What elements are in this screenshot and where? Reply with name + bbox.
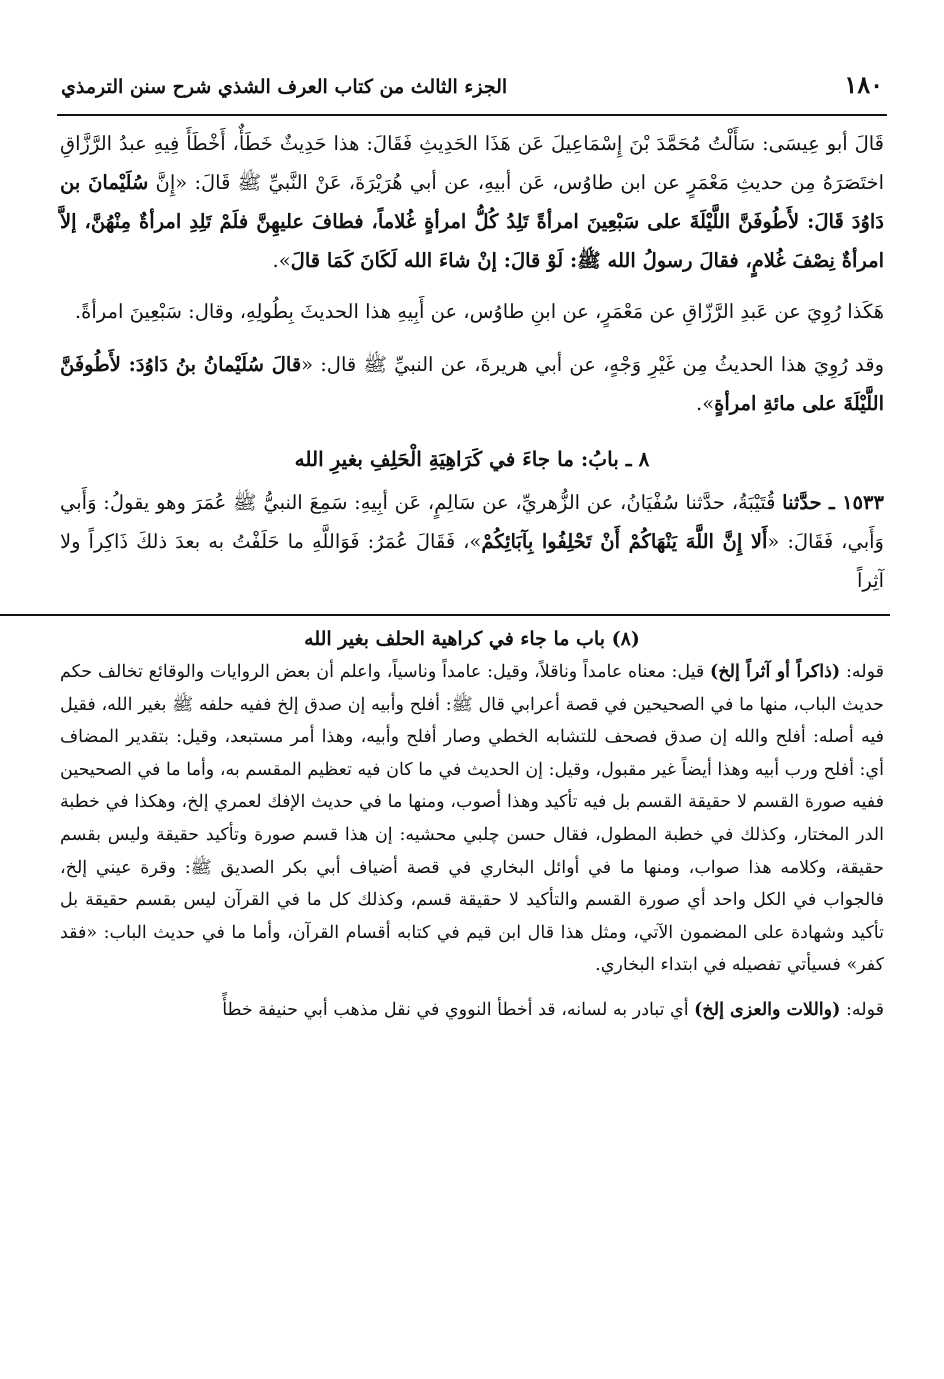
prophetic-quote: سُلَيْمانَ بن دَاوُدَ قَالَ: لأَطُوفَنَّ اللَّيْلَةَ على سَبْعِينَ امرأةً تَلِدُ كُلُّ امرأةٍ غُلاماً، فطافَ عليهِنَّ فلَمْ تَلِدِ امرأةٌ مِنْهُنَّ، إلاَّ امرأةٌ نِصْفَ غُلامٍ، فقالَ رسولُ الله ﷺ: لَوْ قالَ: إنْ شاءَ الله لَكَانَ كَمَا قالَ [60,171,884,272]
hadith-1533: ١٥٣٣ ـ حدَّثنا قُتَيْبَةُ، حدَّثنا سُفْيَانُ، عن الزُّهريِّ، عن سَالِمٍ، عَن أبِيهِ: سَمِعَ النبيُّ ﷺ عُمَرَ وهو يقولُ: وَأَبي وَأَبي، فَقَالَ: «أَلا إِنَّ اللَّهَ يَنْهَاكُمْ أَنْ تَحْلِفُوا بِآبَائِكُمْ»، فَقَالَ عُمَرُ: فَوَاللَّهِ ما حَلَفْتُ به بعدَ ذلكَ ذَاكِراً ولا آثِراً [60,491,884,592]
commentary-title: (٨) باب ما جاء في كراهية الحلف بغير الله [304,628,640,650]
commentary-paragraph-1: قوله: (ذاكراً أو آثراً إلخ) قيل: معناه عامداً وناقلاً، وقيل: عامداً وناسياً، واعلم أن بعض الروايات والوقائع تخالف حكم حديث الباب، منها ما في الصحيحين في قصة أعرابي قال ﷺ: أفلح وأبيه إن صدق إلخ ففيه حلفه ﷺ بغير الله، فقيل فيه أصله: أفلح والله إن صدق فصحف للتشابه الخطي وصار أفلح وأبيه، وهذا أمر مستبعد، وقيل: بتقدير المضاف أي: أفلح ورب أبيه وهذا أيضاً غير مقبول، وقيل: إن الحديث في ما كان فيه تعظيم المقسم به، وأما ما في الصحيحين ففيه صورة القسم لا حقيقة القسم بل فيه تأكيد وهذا أصوب، ومنها ما في حديث الإفك لعمري إلخ، وهكذا في خطبة الدر المختار، وكذلك في خطبة المطول، فقال حسن چلبي محشيه: إن هذا قسم صورة وتأكيد حقيقة وليس بقسم حقيقة، وكلامه هذا صواب، ومنها ما في أوائل البخاري في قصة أضياف أبي بكر الصديق ﷺ: وقرة عيني إلخ، فالجواب في الكل واحد أي صورة القسم والتأكيد لا حقيقة قسم، وكذلك كل ما في القرآن ليس بقسم حقيقة بل تأكيد وشهادة على المضمون الآتي، ومثل هذا قال ابن قيم في كتابه أقسام القرآن، وأما ما في حديث الباب: «فقد كفر» فسيأتي تفصيله في ابتداء البخاري. [60,662,884,976]
hadith-paragraph-1: قَالَ أبو عِيسَى: سَأَلْتُ مُحَمَّدَ بْنَ إِسْمَاعِيلَ عَن هَذَا الحَدِيثِ فَقَالَ: هذا حَدِيثٌ خَطَأٌ، أَخْطَأَ فِيهِ عبدُ الرَّزَّاقِ اختَصَرَهُ مِن حديثِ مَعْمَرٍ عن ابن طاوُس، عَن أبيهِ، عن أبي هُرَيْرَةَ، عَنْ النَّبيِّ ﷺ قَالَ: «إِنَّ سُلَيْمانَ بن دَاوُدَ قَالَ: لأَطُوفَنَّ اللَّيْلَةَ على سَبْعِينَ امرأةً تَلِدُ كُلُّ امرأةٍ غُلاماً، فطافَ عليهِنَّ فلَمْ تَلِدِ امرأةٌ مِنْهُنَّ، إلاَّ امرأةٌ نِصْفَ غُلامٍ، فقالَ رسولُ الله ﷺ: لَوْ قالَ: إنْ شاءَ الله لَكَانَ كَمَا قالَ». [60,132,884,272]
running-title: الجزء الثالث من كتاب العرف الشذي شرح سنن الترمذي [61,76,508,98]
section-divider [0,614,890,616]
hadith-paragraph-3: وقد رُوِيَ هذا الحديثُ مِن غَيْرِ وَجْهٍ، عن أبي هريرةَ، عن النبيِّ ﷺ قال: «قالَ سُلَيْمانُ بنُ دَاوُدَ: لأَطُوفَنَّ اللَّيْلَةَ على مائةِ امرأةٍ». [60,353,884,415]
commentary-lemma-1: (ذاكراً أو آثراً إلخ) [710,662,841,682]
commentary-lemma-2: (واللات والعزى إلخ) [694,999,841,1020]
chapter-title: ٨ ـ بابُ: ما جاءَ في كَرَاهِيَةِ الْحَلِفِ بغيرِ الله [294,447,650,471]
prophetic-quote-3: أَلا إِنَّ اللَّهَ يَنْهَاكُمْ أَنْ تَحْلِفُوا بِآبَائِكُمْ [481,530,768,553]
hadith-paragraph-2: هَكَذا رُوِيَ عن عَبدِ الرَّزّاقِ عن مَعْمَرٍ، عن ابنِ طاوُس، عن أَبِيهِ هذا الحديثَ بِطُولِهِ، وقال: سَبْعِينَ امرأةً. [74,300,884,323]
hadith-number: ١٥٣٣ ـ حدَّثنا [782,491,884,514]
prophetic-quote-2: قالَ سُلَيْمانُ بنُ دَاوُدَ: لأَطُوفَنَّ اللَّيْلَةَ على مائةِ امرأةٍ [60,353,884,415]
page-header [57,70,887,116]
page-number: ١٨٠ [844,70,883,99]
commentary-paragraph-2: قوله: (واللات والعزى إلخ) أي تبادر به لسانه، قد أخطأ النووي في نقل مذهب أبي حنيفة خطأً [222,999,884,1020]
